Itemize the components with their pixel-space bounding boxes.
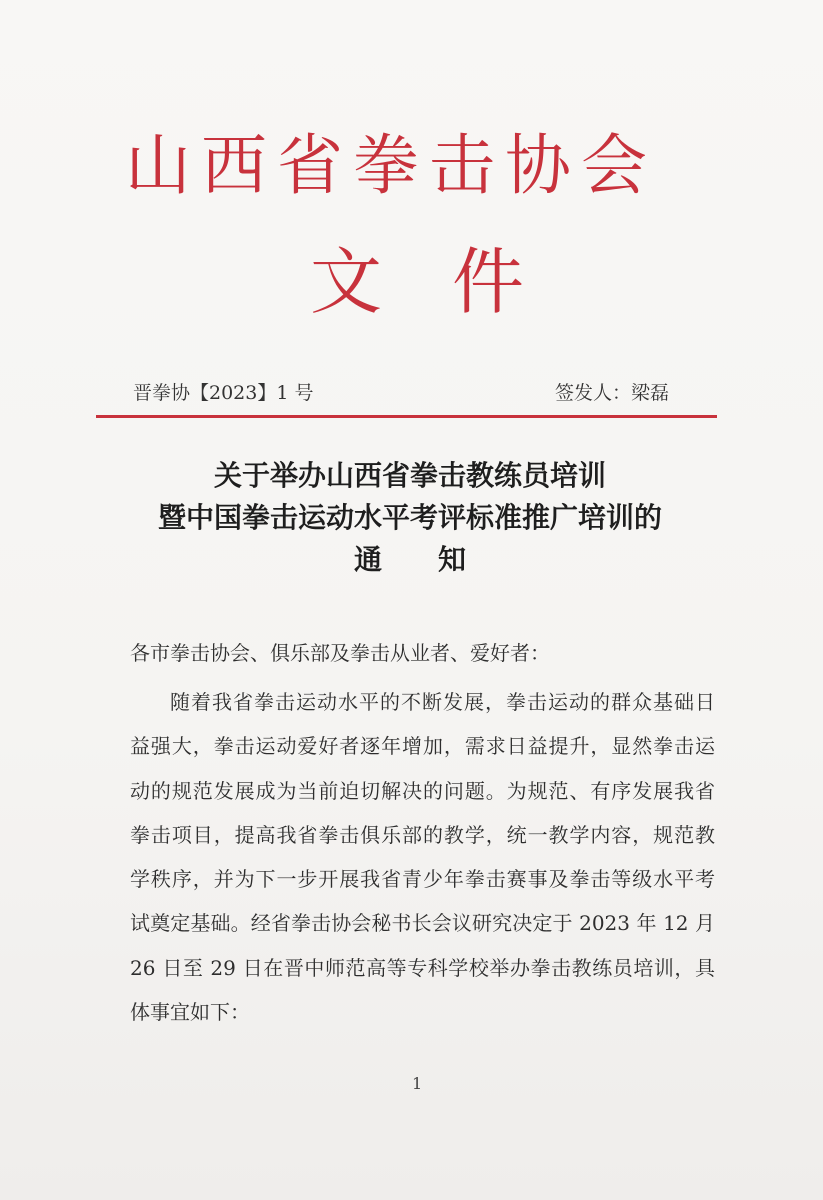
notice-title	[100, 455, 720, 581]
paragraph-line: 体事宜如下：	[130, 1000, 250, 1025]
document-label: 文件	[310, 240, 595, 324]
paragraph-line: 益强大，拳击运动爱好者逐年增加，需求日益提升，显然拳击运	[130, 734, 715, 759]
page-number: 1	[412, 1074, 423, 1093]
paragraph-line: 学秩序，并为下一步开展我省青少年拳击赛事及拳击等级水平考	[130, 867, 715, 892]
paragraph-line: 拳击项目，提高我省拳击俱乐部的教学，统一教学内容，规范教	[130, 822, 715, 847]
salutation: 各市拳击协会、俱乐部及拳击从业者、爱好者：	[130, 641, 550, 665]
paragraph-line: 试奠定基础。经省拳击协会秘书长会议研究决定于 2023 年 12 月	[130, 911, 715, 936]
red-divider-line	[96, 415, 717, 418]
document-number: 晋拳协【2023】1 号	[133, 382, 314, 404]
paragraph-line: 随着我省拳击运动水平的不断发展，拳击运动的群众基础日	[170, 690, 715, 714]
notice-title-line: 通知	[353, 543, 522, 576]
notice-title-line: 暨中国拳击运动水平考评标准推广培训的	[157, 501, 662, 534]
notice-title-line: 关于举办山西省拳击教练员培训	[213, 459, 606, 492]
paragraph-line: 26 日至 29 日在晋中师范高等专科学校举办拳击教练员培训，具	[130, 955, 715, 980]
signer: 签发人：梁磊	[555, 382, 670, 404]
org-name-heading: 山西省拳击协会	[125, 127, 657, 204]
paragraph-line: 动的规范发展成为当前迫切解决的问题。为规范、有序发展我省	[130, 778, 715, 803]
body-paragraph	[130, 680, 715, 1034]
